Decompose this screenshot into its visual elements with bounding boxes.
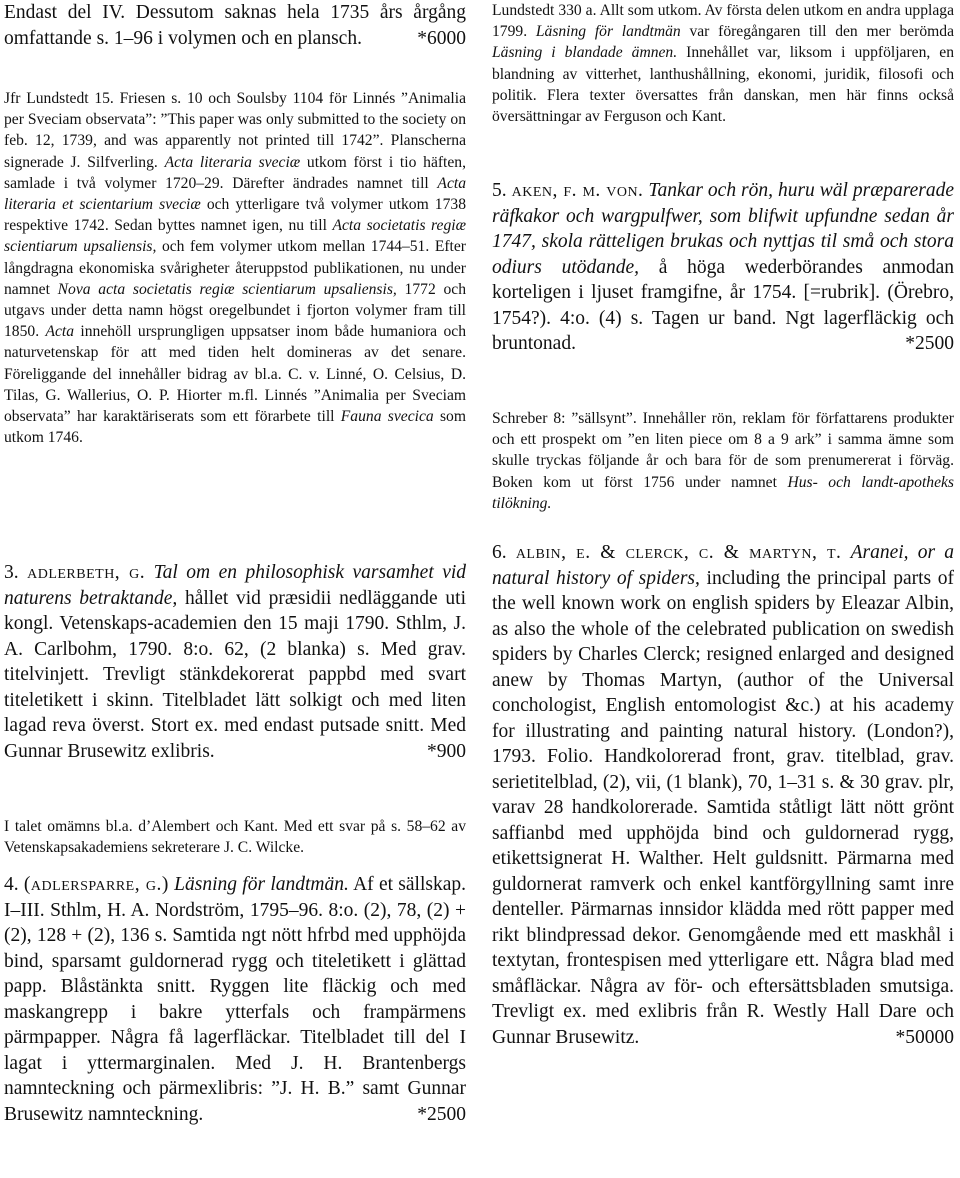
entry-2-tail <box>4 0 466 51</box>
entry-5 <box>492 178 954 357</box>
entry-2-price: *6000 <box>417 27 466 49</box>
entry-4-title: Läsning för landtmän. <box>174 874 349 895</box>
entry-3-note: I talet omämns bl.a. d’Alembert och Kant. Med ett svar på s. 58–62 av Vetenskapsakademiens sekreterare J. C. Wilcke. <box>4 818 466 857</box>
entry-5-description: å höga wederbörandes anmodan korteligen i ljuset framgifne, år 1754. [=rubrik]. (Örebro, 1754?). 4:o. (4) s. Tagen ur band. Ngt lagerfläckig och bruntonad. <box>492 256 954 354</box>
entry-3-description: hållet vid præsidii nedläggande uti kongl. Vetenskaps-academien den 15 maji 1790. Sthlm, J. A. Carlbohm, 1790. 8:o. 62, (2 blanka) s. Med grav. titelvinjett. Trevligt stänkdekorerat pappbd med svart titeletikett i skinn. Titelbladet lätt solkigt och med liten lagad reva överst. Stort ex. med endast putsade snitt. Med Gunnar Brusewitz exlibris. <box>4 587 466 762</box>
entry-2-description: Endast del IV. Dessutom saknas hela 1735 års årgång omfattande s. 1–96 i volymen och en plansch. <box>4 2 466 49</box>
entry-5-price: *2500 <box>905 333 954 354</box>
entry-5-title: Tankar och rön, huru wäl præparerade räfkakor och wargpulfwer, som blifwit upfundne sedan år 1747, skola rätteligen brukas och nyttjas til små och stora odiurs utödande, <box>492 180 955 278</box>
entry-6-price: *50000 <box>895 1026 954 1048</box>
entry-6-title: Aranei, or a natural history of spiders, <box>492 542 955 589</box>
entry-4-number: 4. <box>4 874 19 895</box>
entry-4-author: (adlersparre, g.) <box>23 874 169 895</box>
entry-4-note: Lundstedt 330 a. Allt som utkom. Av första delen utkom en andra upplaga 1799. Läsning för landtmän var föregångaren till den mer berömda Läsning i blandade ämnen. Innehållet var, liksom i uppföljaren, en blandning av vitterhet, lanthushållning, ekonomi, juridik, filosofi och politik. Flera texter översattes från danskan, men här finns också översättningar av Ferguson och Kant. <box>492 2 955 126</box>
entry-6-description: including the principal parts of the well known work on english spiders by Eleazar Albin, as also the whole of the celebrated publication on swedish spiders by Charles Clerck; resigned enlarged and designed anew by Thomas Martyn, (author of the Universal conchologist, English entomologist &c.) at his academy for illustrating and painting natural history. (London?), 1793. Folio. Handkolorerad front, grav. titelblad, grav. serietitelblad, (2), vii, (1 blank), 70, 1–31 s. & 30 grav. plr, varav 28 handkolorerade. Samtida ståtligt lätt nött grönt saffianbd med upphöjda bind och guldornerad rygg, etikettsignerat H. Walther. Helt guldsnitt. Pärmarna med guldornerat ramverk och enkel kantförgyllning samt inre denteller. Pärmarnas innsidor klädda med rött papper med rikt blindpressad dekor. Genomgående med ett maskhål i textytan, frontespisen med ytterligare ett. Några blad med småfläckar. Några av för- och eftersättsbladen smutsiga. Trevligt ex. med exlibris från R. Westly Hall Dare och Gunnar Brusewitz. <box>492 567 955 1048</box>
entry-4 <box>4 872 466 1127</box>
entry-5-author: aken, f. m. von. <box>511 180 644 201</box>
entry-4-description: Af et sällskap. I–III. Sthlm, H. A. Nordström, 1795–96. 8:o. (2), 78, (2) + (2), 128 + (2), 136 s. Samtida ngt nött hfrbd med upphöjda bind, sparsamt guldornerad rygg och titeletikett i glättad papp. Blåstänkta snitt. Ryggen lite fläckig och med maskangrepp i bakre ytterfals och frampärmens pärmpapper. Några få lagerfläckar. Titelbladet till del I lagat i yttermarginalen. Med J. H. Brantenbergs namnteckning och pärmexlibris: ”J. H. B.” samt Gunnar Brusewitz namnteckning. <box>4 874 467 1125</box>
entry-3 <box>4 560 466 764</box>
entry-6 <box>492 540 954 1050</box>
entry-3-price: *900 <box>427 740 466 762</box>
entry-3-author: adlerbeth, g. <box>27 562 146 583</box>
entry-3-number: 3. <box>4 562 19 583</box>
entry-6-author: albin, e. & clerck, c. & martyn, t. <box>515 542 842 563</box>
entry-5-note: Schreber 8: ”sällsynt”. Innehåller rön, reklam för författarens produkter och ett prospekt om ”en liten piece om 8 a 9 ark” i samma ämne som skulle tryckas följande år och bara för de som prenumererat i förväg. Boken kom ut först 1756 under namnet Hus- och landt-apotheks tilökning. <box>492 410 955 512</box>
entry-5-number: 5. <box>492 180 507 201</box>
entry-3-title: Tal om en philosophisk varsamhet vid naturens betraktande, <box>4 562 467 609</box>
entry-2-note: Jfr Lundstedt 15. Friesen s. 10 och Soulsby 1104 för Linnés ”Animalia per Sveciam observata”: ”This paper was only submitted to the society on feb. 12, 1739, and was apparently not printed till 1742”. Planscherna signerade J. Silfverling. Acta literaria sveciæ utkom först i tio häften, samlade i två volymer 1720–29. Därefter ändrades namnet till Acta literaria et scientarium sveciæ och ytterligare två volymer utkom 1738 respektive 1742. Sedan byttes namnet igen, nu till Acta societatis regiæ scientiarum upsaliensis, och fem volymer utkom mellan 1744–51. Efter långdragna ekonomiska svårigheter återuppstod publikationen, nu under namnet Nova acta societatis regiæ scientiarum upsaliensis, 1772 och utgavs under detta namn högst oregelbundet i fjorton volymer fram till 1850. Acta innehöll ursprungligen uppsatser inom både humaniora och naturvetenskap för att med tiden helt domineras av det senare. Föreliggande del innehåller bidrag av bl.a. C. v. Linné, O. Celsius, D. Tilas, G. Wallerius, O. P. Hiorter m.fl. Linnés ”Animalia per Sveciam observata” har karaktäriserats som ett förarbete till Fauna svecica som utkom 1746. <box>4 90 467 447</box>
entry-4-price: *2500 <box>417 1103 466 1125</box>
entry-6-number: 6. <box>492 542 507 563</box>
